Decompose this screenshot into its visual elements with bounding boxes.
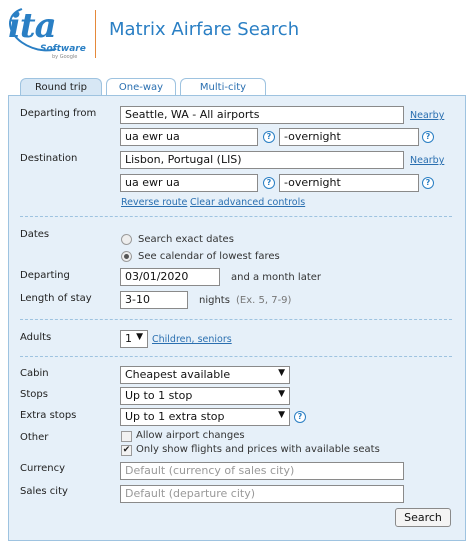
origin-extension-input[interactable]: -overnight	[279, 128, 419, 146]
logo-software-text: Software	[40, 44, 86, 54]
sales-city-input[interactable]: Default (departure city)	[120, 485, 404, 503]
cabin-label: Cabin	[20, 368, 49, 379]
clear-advanced-controls-link[interactable]: Clear advanced controls	[190, 197, 306, 208]
available-seats-label: Only show flights and prices with available seats	[136, 444, 380, 455]
tab-multi-city[interactable]: Multi-city	[180, 78, 266, 96]
reverse-route-link[interactable]: Reverse route	[121, 197, 188, 208]
chevron-down-icon: ▼	[278, 389, 285, 399]
origin-nearby-link[interactable]: Nearby	[410, 110, 445, 121]
dest-routing-help-icon[interactable]: ?	[263, 177, 275, 189]
available-seats-checkbox[interactable]: ✔	[122, 445, 131, 455]
chevron-down-icon: ▼	[278, 410, 285, 420]
header-divider	[95, 10, 96, 58]
logo-ita-text: ita	[8, 6, 56, 46]
adults-label: Adults	[20, 332, 52, 343]
calendar-lowest-fares-label: See calendar of lowest fares	[138, 251, 280, 262]
extra-stops-label: Extra stops	[20, 410, 77, 421]
exact-dates-label: Search exact dates	[138, 234, 234, 245]
allow-airport-changes-label: Allow airport changes	[136, 430, 245, 441]
section-divider	[20, 356, 452, 357]
destination-input[interactable]: Lisbon, Portugal (LIS)	[120, 151, 404, 169]
extra-stops-select[interactable]	[120, 408, 290, 426]
chevron-down-icon: ▼	[136, 332, 143, 342]
cabin-select[interactable]	[120, 366, 290, 384]
departing-label: Departing	[20, 270, 70, 281]
departing-suffix: and a month later	[231, 272, 322, 283]
origin-routing-help-icon[interactable]: ?	[263, 131, 275, 143]
stops-select[interactable]	[120, 387, 290, 405]
page-title: Matrix Airfare Search	[109, 19, 300, 40]
radio-calendar-lowest-fares[interactable]	[121, 251, 132, 262]
tab-one-way[interactable]: One-way	[106, 78, 176, 96]
logo-by-google-text: by Google	[52, 54, 78, 60]
currency-input[interactable]: Default (currency of sales city)	[120, 462, 404, 480]
sales-city-label: Sales city	[20, 486, 68, 497]
destination-nearby-link[interactable]: Nearby	[410, 155, 445, 166]
chevron-down-icon: ▼	[278, 368, 285, 378]
dates-label: Dates	[20, 229, 50, 240]
tab-round-trip[interactable]: Round trip	[20, 78, 102, 97]
cabin-value: Cheapest available	[125, 368, 231, 381]
departing-from-label: Departing from	[20, 108, 97, 119]
currency-label: Currency	[20, 463, 66, 474]
children-seniors-link[interactable]: Children, seniors	[152, 334, 232, 345]
destination-label: Destination	[20, 153, 78, 164]
adults-select[interactable]	[120, 330, 148, 348]
length-of-stay-label: Length of stay	[20, 293, 92, 304]
origin-extension-help-icon[interactable]: ?	[422, 131, 434, 143]
ita-software-logo	[8, 6, 88, 62]
extra-stops-value: Up to 1 extra stop	[125, 410, 225, 423]
origin-input[interactable]: Seattle, WA - All airports	[120, 106, 404, 124]
dest-extension-input[interactable]: -overnight	[279, 174, 419, 192]
radio-exact-dates[interactable]	[121, 234, 132, 245]
origin-routing-input[interactable]: ua ewr ua	[120, 128, 258, 146]
nights-label: nights	[199, 295, 230, 306]
allow-airport-changes-checkbox[interactable]	[121, 431, 132, 442]
section-divider	[20, 216, 452, 217]
stops-label: Stops	[20, 389, 48, 400]
adults-value: 1	[125, 332, 132, 345]
extra-stops-help-icon[interactable]: ?	[294, 411, 306, 423]
dest-extension-help-icon[interactable]: ?	[422, 177, 434, 189]
search-button[interactable]: Search	[395, 508, 451, 527]
dest-routing-input[interactable]: ua ewr ua	[120, 174, 258, 192]
stops-value: Up to 1 stop	[125, 389, 193, 402]
departing-date-input[interactable]: 03/01/2020	[120, 268, 220, 286]
section-divider	[20, 319, 452, 320]
nights-example: (Ex. 5, 7-9)	[236, 295, 292, 306]
length-of-stay-input[interactable]: 3-10	[120, 291, 188, 309]
other-label: Other	[20, 432, 49, 443]
